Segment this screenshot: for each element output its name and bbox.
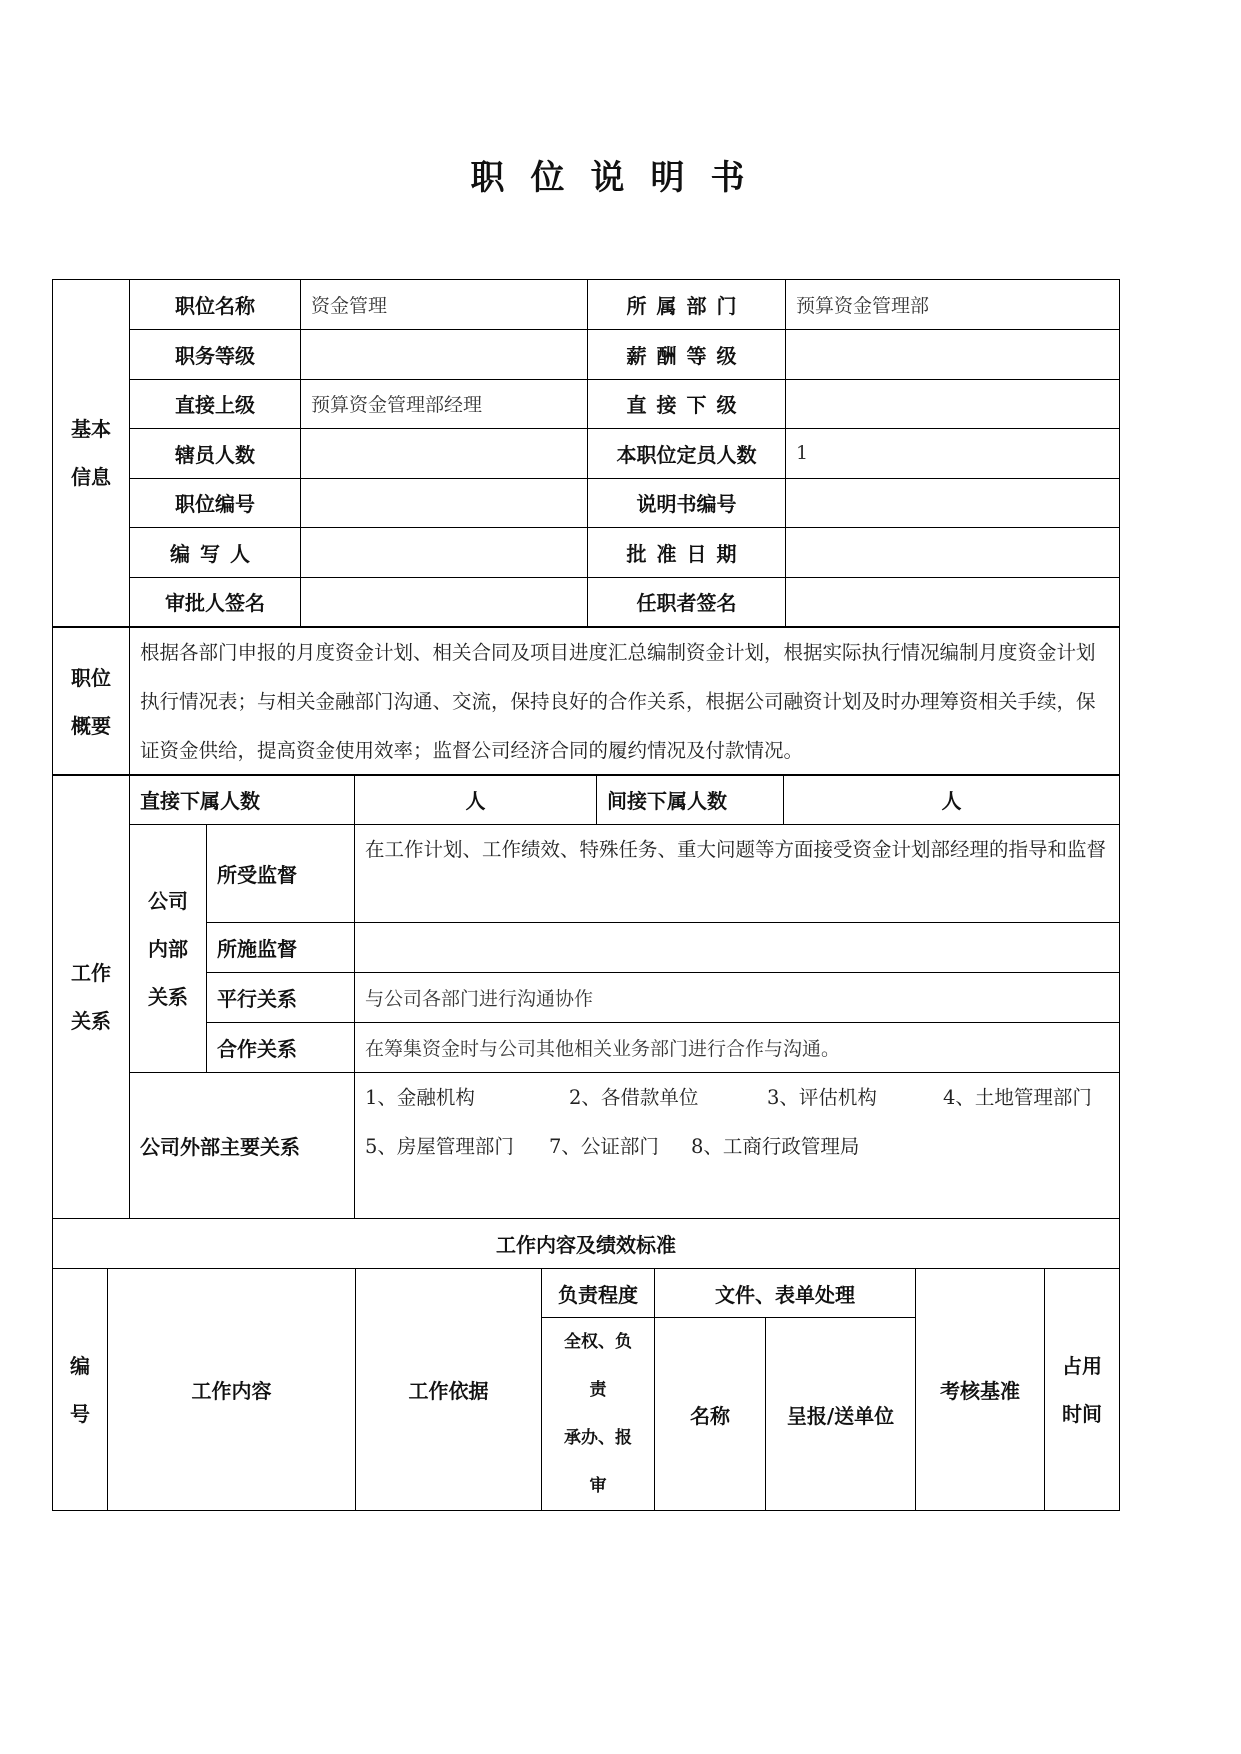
internal-relations-label bbox=[130, 825, 207, 1073]
internal-relation-text: 在工作计划、工作绩效、特殊任务、重大问题等方面接受资金计划部经理的指导和监督 bbox=[355, 825, 1120, 923]
field-value bbox=[301, 528, 588, 578]
responsibility-sub-header bbox=[542, 1318, 655, 1511]
number-header bbox=[53, 1269, 108, 1511]
time-header-line: 占用 bbox=[1062, 1353, 1102, 1378]
field-label: 所属部门 bbox=[588, 280, 786, 330]
basic-info-row bbox=[53, 330, 1120, 380]
field-label: 审批人签名 bbox=[130, 577, 301, 627]
relations-section-label bbox=[53, 775, 130, 1219]
time-header-line: 时间 bbox=[1062, 1401, 1102, 1426]
internal-label-line: 内部 bbox=[148, 936, 188, 961]
basic-info-row bbox=[53, 379, 1120, 429]
responsibility-sub-line: 责 bbox=[589, 1380, 607, 1400]
summary-label-line: 职位 bbox=[71, 665, 111, 690]
internal-relation-label: 合作关系 bbox=[207, 1023, 355, 1073]
work-content-section-title: 工作内容及绩效标准 bbox=[53, 1219, 1120, 1269]
basic-info-label-line: 基本 bbox=[71, 417, 111, 441]
field-label: 说明书编号 bbox=[588, 478, 786, 528]
work-content-header: 工作内容 bbox=[108, 1269, 356, 1511]
internal-label-line: 公司 bbox=[148, 888, 188, 913]
basic-info-section-label bbox=[53, 280, 130, 627]
field-label: 职位编号 bbox=[130, 478, 301, 528]
external-relation-item: 5、房屋管理部门 bbox=[365, 1135, 514, 1158]
field-value bbox=[301, 577, 588, 627]
indirect-subordinates-label: 间接下属人数 bbox=[597, 775, 784, 825]
document-submit-header: 呈报/送单位 bbox=[766, 1318, 916, 1511]
summary-table bbox=[52, 627, 1120, 776]
field-value bbox=[301, 478, 588, 528]
document-name-header: 名称 bbox=[655, 1318, 766, 1511]
summary-label-line: 概要 bbox=[71, 713, 111, 738]
direct-subordinates-label: 直接下属人数 bbox=[130, 775, 355, 825]
external-relation-item: 4、土地管理部门 bbox=[943, 1086, 1092, 1109]
basic-info-row bbox=[53, 429, 1120, 479]
documents-header: 文件、表单处理 bbox=[655, 1269, 916, 1318]
external-relations-list bbox=[355, 1073, 1120, 1219]
field-value bbox=[786, 379, 1120, 429]
field-label: 薪酬等级 bbox=[588, 330, 786, 380]
relations-label-line: 工作 bbox=[71, 960, 111, 985]
field-label: 直接上级 bbox=[130, 379, 301, 429]
external-relations-row bbox=[365, 1122, 1115, 1171]
field-label: 批准日期 bbox=[588, 528, 786, 578]
summary-text: 根据各部门申报的月度资金计划、相关合同及项目进度汇总编制资金计划，根据实际执行情况编制月度资金计划执行情况表；与相关金融部门沟通、交流，保持良好的合作关系，根据公司融资计划及时办理筹资相关手续，保证资金供给，提高资金使用效率；监督公司经济合同的履约情况及付款情况。 bbox=[130, 628, 1120, 776]
indirect-subordinates-value: 人 bbox=[784, 775, 1120, 825]
field-value bbox=[786, 528, 1120, 578]
field-label: 职务等级 bbox=[130, 330, 301, 380]
external-relation-item: 2、各借款单位 bbox=[569, 1086, 699, 1109]
internal-label-line: 关系 bbox=[148, 984, 188, 1009]
field-value bbox=[786, 478, 1120, 528]
number-header-line: 号 bbox=[70, 1401, 90, 1426]
external-relations-label: 公司外部主要关系 bbox=[130, 1073, 355, 1219]
internal-relation-label: 平行关系 bbox=[207, 973, 355, 1023]
internal-relation-label: 所施监督 bbox=[207, 923, 355, 973]
field-label: 职位名称 bbox=[130, 280, 301, 330]
responsibility-sub-line: 全权、负 bbox=[564, 1332, 632, 1352]
basic-info-label-line: 信息 bbox=[71, 465, 111, 489]
basic-info-row bbox=[53, 528, 1120, 578]
external-relation-item: 1、金融机构 bbox=[365, 1086, 475, 1109]
assessment-header: 考核基准 bbox=[916, 1269, 1045, 1511]
work-content-table bbox=[52, 1218, 1120, 1511]
field-value bbox=[786, 577, 1120, 627]
basic-info-row bbox=[53, 577, 1120, 627]
summary-section-label bbox=[53, 628, 130, 776]
field-label: 直接下级 bbox=[588, 379, 786, 429]
field-label: 辖员人数 bbox=[130, 429, 301, 479]
page-title: 职位说明书 bbox=[470, 158, 771, 198]
internal-relation-text: 与公司各部门进行沟通协作 bbox=[355, 973, 1120, 1023]
direct-subordinates-value: 人 bbox=[355, 775, 597, 825]
field-value: 预算资金管理部经理 bbox=[301, 379, 588, 429]
responsibility-sub-line: 承办、报 bbox=[564, 1428, 632, 1448]
external-relation-item: 3、评估机构 bbox=[767, 1086, 877, 1109]
basic-info-row bbox=[53, 280, 1120, 330]
field-value bbox=[786, 330, 1120, 380]
internal-relation-text bbox=[355, 923, 1120, 973]
field-label: 本职位定员人数 bbox=[588, 429, 786, 479]
field-label: 任职者签名 bbox=[588, 577, 786, 627]
basic-info-table bbox=[52, 279, 1120, 627]
field-value bbox=[301, 429, 588, 479]
responsibility-header: 负责程度 bbox=[542, 1269, 655, 1318]
relations-table bbox=[52, 774, 1120, 1219]
internal-relation-label: 所受监督 bbox=[207, 825, 355, 923]
internal-relation-text: 在筹集资金时与公司其他相关业务部门进行合作与沟通。 bbox=[355, 1023, 1120, 1073]
work-basis-header: 工作依据 bbox=[356, 1269, 542, 1511]
time-header bbox=[1045, 1269, 1120, 1511]
field-value: 1 bbox=[786, 429, 1120, 479]
external-relations-row bbox=[365, 1073, 1115, 1122]
field-label: 编写人 bbox=[130, 528, 301, 578]
relations-label-line: 关系 bbox=[71, 1008, 111, 1033]
basic-info-row bbox=[53, 478, 1120, 528]
responsibility-sub-line: 审 bbox=[589, 1476, 607, 1496]
field-value: 资金管理 bbox=[301, 280, 588, 330]
field-value bbox=[301, 330, 588, 380]
number-header-line: 编 bbox=[70, 1353, 90, 1378]
external-relation-item: 8、工商行政管理局 bbox=[691, 1135, 860, 1158]
field-value: 预算资金管理部 bbox=[786, 280, 1120, 330]
external-relation-item: 7、公证部门 bbox=[549, 1135, 659, 1158]
